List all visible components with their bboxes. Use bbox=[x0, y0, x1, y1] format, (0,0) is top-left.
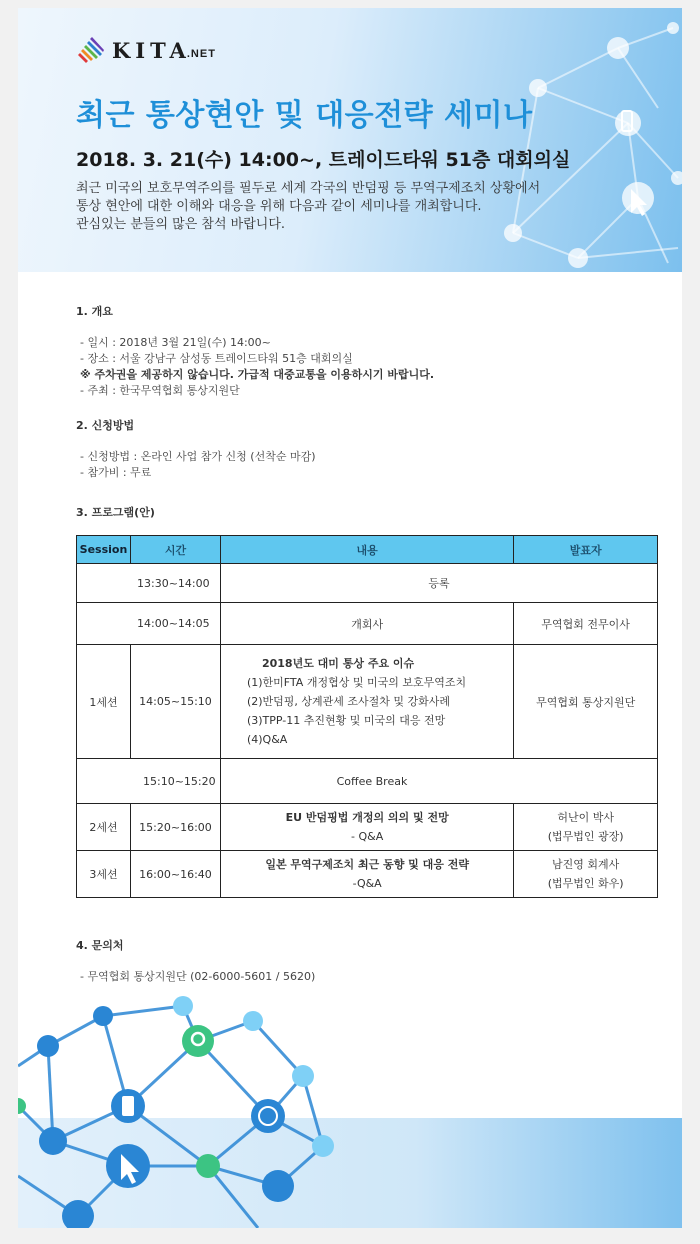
logo-text: KITA bbox=[112, 37, 191, 63]
kita-logo-icon bbox=[76, 37, 104, 63]
contact-info: - 무역협회 통상지원단 (02-6000-5601 / 5620) bbox=[80, 970, 316, 983]
section-title: 4. 문의처 bbox=[76, 939, 124, 952]
time-cell: 14:00~14:05 bbox=[77, 603, 221, 645]
content-cell: 개회사 bbox=[220, 603, 513, 645]
calculator-icon bbox=[173, 996, 193, 1016]
col-header-time: 시간 bbox=[130, 536, 220, 564]
table-row bbox=[77, 603, 658, 645]
time-cell: 13:30~14:00 bbox=[77, 564, 221, 603]
speaker-name: 남진영 회계사 bbox=[552, 858, 620, 871]
speaker-cell bbox=[514, 804, 658, 851]
col-header-speaker: 발표자 bbox=[514, 536, 658, 564]
agenda-item: (2)반덤핑, 상계관세 조사절차 및 강화사례 bbox=[246, 695, 451, 708]
program-table bbox=[76, 535, 658, 898]
table-row bbox=[77, 804, 658, 851]
header-banner bbox=[18, 8, 682, 272]
speaker-affiliation: (법무법인 화우) bbox=[547, 877, 624, 890]
session-cell: 1세션 bbox=[77, 645, 131, 759]
section-apply bbox=[76, 417, 316, 481]
section-overview bbox=[76, 303, 434, 399]
search-icon bbox=[182, 1025, 214, 1057]
event-datetime: 2018. 3. 21(수) 14:00~, 트레이드타워 51층 대회의실 bbox=[76, 149, 571, 171]
section-program bbox=[76, 504, 155, 520]
globe-icon bbox=[251, 1099, 285, 1133]
speaker-name: 허난이 박사 bbox=[557, 811, 614, 824]
footer-graphic bbox=[18, 966, 682, 1228]
folder-icon bbox=[93, 1006, 113, 1026]
agenda-item: (1)한미FTA 개정협상 및 미국의 보호무역조치 bbox=[246, 676, 467, 689]
bar-chart-icon bbox=[37, 1035, 59, 1057]
time-cell: 14:05~15:10 bbox=[130, 645, 220, 759]
agenda-item: -Q&A bbox=[352, 877, 382, 890]
list-item: - 일시 : 2018년 3월 21일(수) 14:00~ bbox=[80, 336, 271, 349]
session-heading: 일본 무역구제조치 최근 동향 및 대응 전략 bbox=[265, 858, 469, 871]
section-title: 3. 프로그램(안) bbox=[76, 506, 155, 519]
kita-logo[interactable] bbox=[76, 37, 216, 63]
agenda-item: - Q&A bbox=[351, 830, 384, 843]
content-cell bbox=[220, 804, 513, 851]
session-heading: EU 반덤핑법 개정의 의의 및 전망 bbox=[285, 811, 449, 824]
col-header-session: Session bbox=[77, 536, 131, 564]
content-cell bbox=[220, 645, 513, 759]
globe-network-graphic bbox=[18, 966, 682, 1228]
col-header-content: 내용 bbox=[220, 536, 513, 564]
parking-notice: ※ 주차권을 제공하지 않습니다. 가급적 대중교통을 이용하시기 바랍니다. bbox=[80, 368, 435, 381]
list-item: - 주최 : 한국무역협회 통상지원단 bbox=[80, 384, 240, 397]
content-cell: Coffee Break bbox=[220, 759, 657, 804]
speaker-affiliation: (법무법인 광장) bbox=[547, 830, 624, 843]
section-title: 1. 개요 bbox=[76, 305, 113, 318]
section-title: 2. 신청방법 bbox=[76, 419, 135, 432]
session-heading: 2018년도 대미 통상 주요 이슈 bbox=[261, 657, 415, 670]
car-icon bbox=[196, 1154, 220, 1178]
agenda-item: (3)TPP-11 추진현황 및 미국의 대응 전망 bbox=[246, 714, 446, 727]
content-cell: 등록 bbox=[220, 564, 657, 603]
speaker-cell bbox=[514, 851, 658, 898]
page-title: 최근 통상현안 및 대응전략 세미나 bbox=[76, 98, 533, 133]
chip-icon bbox=[243, 1011, 263, 1031]
speaker-cell: 무역협회 전무이사 bbox=[514, 603, 658, 645]
org-chart-icon bbox=[39, 1127, 67, 1155]
overview-list bbox=[80, 335, 434, 399]
intro-text bbox=[76, 180, 540, 234]
phone-icon bbox=[262, 1170, 294, 1202]
table-header-row bbox=[77, 536, 658, 564]
list-item: - 참가비 : 무료 bbox=[80, 466, 152, 479]
session-cell: 3세션 bbox=[77, 851, 131, 898]
table-row bbox=[77, 851, 658, 898]
table-row bbox=[77, 759, 658, 804]
time-cell: 15:10~15:20 bbox=[77, 759, 221, 804]
list-item: - 장소 : 서울 강남구 삼성동 트레이드타워 51층 대회의실 bbox=[80, 352, 353, 365]
table-row bbox=[77, 645, 658, 759]
monitor-icon bbox=[292, 1065, 314, 1087]
speaker-cell: 무역협회 통상지원단 bbox=[514, 645, 658, 759]
intro-line: 관심있는 분들의 많은 참석 바랍니다. bbox=[76, 217, 286, 232]
session-cell: 2세션 bbox=[77, 804, 131, 851]
content-cell bbox=[220, 851, 513, 898]
seminar-page bbox=[18, 8, 682, 1228]
apply-list bbox=[80, 449, 316, 481]
logo-suffix: .NET bbox=[186, 48, 216, 60]
time-cell: 15:20~16:00 bbox=[130, 804, 220, 851]
table-row bbox=[77, 564, 658, 603]
battery-icon bbox=[312, 1135, 334, 1157]
agenda-item: (4)Q&A bbox=[246, 733, 288, 746]
intro-line: 통상 현안에 대한 이해와 대응을 위해 다음과 같이 세미나를 개최합니다. bbox=[76, 199, 482, 214]
time-cell: 16:00~16:40 bbox=[130, 851, 220, 898]
list-item: - 신청방법 : 온라인 사업 참가 신청 (선착순 마감) bbox=[80, 450, 316, 463]
intro-line: 최근 미국의 보호무역주의를 필두로 세계 각국의 반덤핑 등 무역구제조치 상황에서 bbox=[76, 181, 541, 196]
